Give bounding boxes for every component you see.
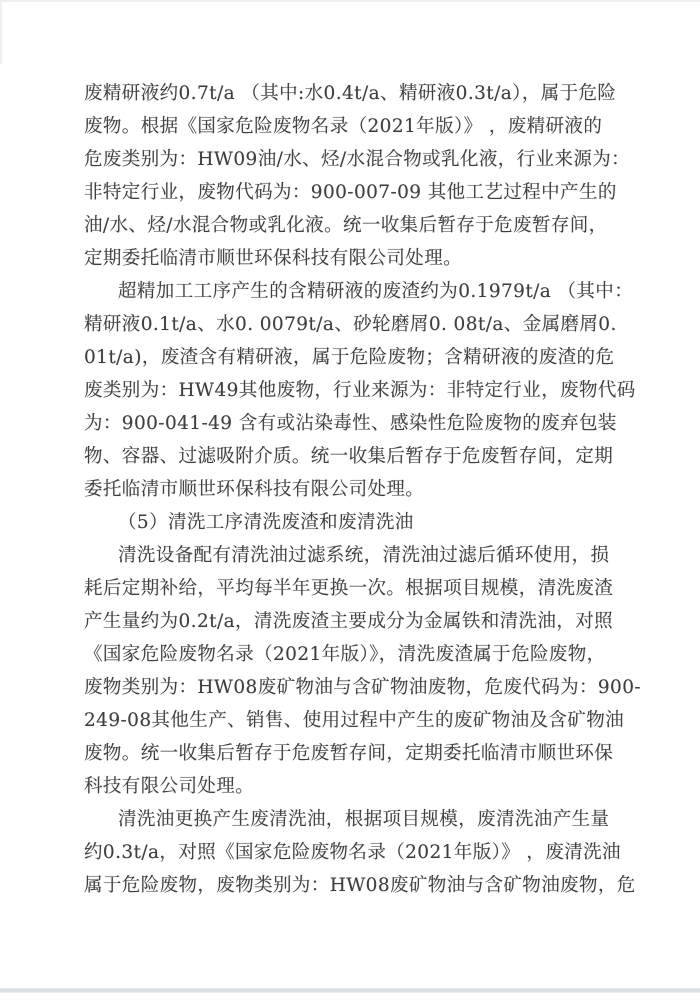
text-line: 01t/a)，废渣含有精研液，属于危险废物；含精研液的废渣的危: [84, 347, 615, 368]
text-line: 废精研液约0.7t/a （其中:水0.4t/a、精研液0.3t/a），属于危险: [84, 83, 617, 104]
text-line: 超精加工工序产生的含精研液的废渣约为0.1979t/a （其中：: [118, 281, 634, 302]
paragraph-waste-cleaning-oil: [84, 803, 636, 902]
text-line: 废物。统一收集后暂存于危废暂存间，定期委托临清市顺世环保: [84, 743, 614, 764]
text-line: 为：900-041-49 含有或沾染毒性、感染性危险废物的废弃包装: [84, 413, 617, 434]
paragraph-cleaning-residue: [84, 539, 642, 803]
text-line: 定期委托临清市顺世环保科技有限公司处理。: [84, 248, 463, 269]
text-line: 《国家危险废物名录（2021年版）》，清洗废渣属于危险废物，: [84, 644, 606, 665]
document-text-block: [84, 77, 642, 902]
text-line: 精研液0.1t/a、水0. 0079t/a、砂轮磨屑0. 08t/a、金属磨屑0.: [84, 314, 617, 335]
text-line: 清洗油更换产生废清洗油，根据项目规模，废清洗油产生量: [118, 809, 610, 830]
text-line: 249-08其他生产、销售、使用过程中产生的废矿物油及含矿物油: [84, 710, 625, 731]
page-edge-top: [0, 0, 700, 2]
text-line: 物、容器、过滤吸附介质。统一收集后暂存于危废暂存间，定期: [84, 446, 614, 467]
text-line: 非特定行业，废物代码为：900-007-09 其他工艺过程中产生的: [84, 182, 617, 203]
heading-item-5: [84, 506, 618, 539]
text-line: 委托临清市顺世环保科技有限公司处理。: [84, 479, 425, 500]
text-line: 耗后定期补给，平均每半年更换一次。根据项目规模，清洗废渣: [84, 578, 614, 599]
text-line: 废物。根据《国家危险废物名录（2021年版）》 ，废精研液的: [84, 116, 603, 137]
page-bottom-edge-shadow: [0, 988, 700, 993]
text-line: 废物类别为：HW08废矿物油与含矿物油废物，危废代码为：900-: [84, 677, 642, 698]
text-line: 属于危险废物，废物类别为：HW08废矿物油与含矿物油废物，危: [84, 875, 636, 896]
text-line: 产生量约为0.2t/a，清洗废渣主要成分为金属铁和清洗油，对照: [84, 611, 614, 632]
paragraph-waste-lapping-fluid: [84, 77, 631, 275]
text-line: 约0.3t/a，对照《国家危险废物名录（2021年版）》 ，废清洗油: [84, 842, 621, 863]
text-line: （5）清洗工序清洗废渣和废清洗油: [118, 512, 414, 533]
paragraph-superfinishing-residue: [84, 275, 636, 506]
text-line: 废类别为：HW49其他废物，行业来源为：非特定行业，废物代码: [84, 380, 636, 401]
text-line: 危废类别为：HW09油/水、烃/水混合物或乳化液，行业来源为：: [84, 149, 631, 170]
page-edge-left: [0, 0, 2, 64]
text-line: 油/水、烃/水混合物或乳化液。统一收集后暂存于危废暂存间，: [84, 215, 608, 236]
text-line: 科技有限公司处理。: [84, 776, 255, 797]
text-line: 清洗设备配有清洗油过滤系统，清洗油过滤后循环使用，损: [118, 545, 610, 566]
